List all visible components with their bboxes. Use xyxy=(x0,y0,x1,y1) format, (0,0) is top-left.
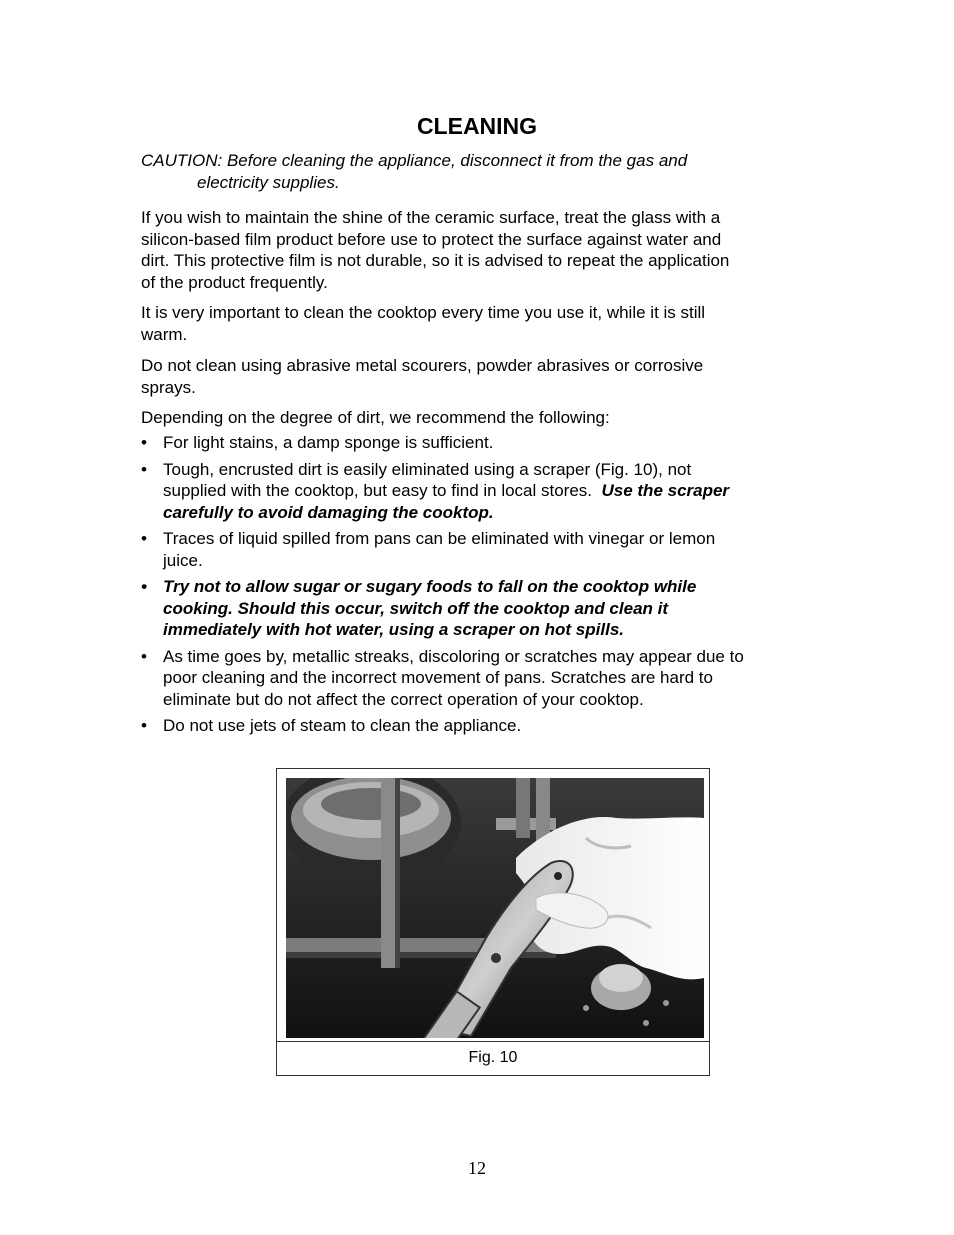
page-number: 12 xyxy=(468,1158,486,1178)
list-item xyxy=(141,646,821,711)
scraper-photo xyxy=(286,778,704,1038)
list-item xyxy=(141,459,821,524)
list-item xyxy=(141,528,821,571)
caution-note xyxy=(141,150,821,193)
list-item-emphasis: immediately with hot water, using a scraper on hot spills. xyxy=(163,620,624,639)
list-item xyxy=(141,432,821,454)
list-item-emphasis: Use the scraper xyxy=(601,481,730,500)
list-item xyxy=(141,576,821,641)
caution-line-1: CAUTION: Before cleaning the appliance, disconnect it from the gas and xyxy=(141,151,688,170)
paragraph-line: If you wish to maintain the shine of the ceramic surface, treat the glass with a xyxy=(141,208,721,227)
paragraph-clean-warm xyxy=(141,302,811,345)
figure-caption: Fig. 10 xyxy=(468,1049,518,1066)
paragraph-recommend xyxy=(141,407,811,429)
paragraph-film xyxy=(141,207,811,293)
paragraph-line: Depending on the degree of dirt, we recommend the following: xyxy=(141,408,610,427)
list-item-line xyxy=(163,480,821,502)
list-item-text: supplied with the cooktop, but easy to find in local stores. xyxy=(163,481,602,500)
list-item-line: For light stains, a damp sponge is sufficient. xyxy=(163,433,494,452)
list-item-emphasis: carefully to avoid damaging the cooktop. xyxy=(163,502,494,522)
figure-divider xyxy=(277,1041,709,1042)
paragraph-line: silicon-based film product before use to protect the surface against water and xyxy=(141,229,722,249)
bullet-dot: • xyxy=(141,577,147,596)
bullet-dot: • xyxy=(141,716,147,735)
list-item-line: As time goes by, metallic streaks, discoloring or scratches may appear due to xyxy=(163,646,744,666)
list-item-line: juice. xyxy=(163,550,203,570)
section-title: CLEANING xyxy=(416,113,538,139)
bullet-dot: • xyxy=(141,433,147,452)
list-item-line: Tough, encrusted dirt is easily eliminated using a scraper (Fig. 10), not xyxy=(163,459,692,479)
list-item-line: Traces of liquid spilled from pans can be eliminated with vinegar or lemon xyxy=(163,529,716,548)
list-item xyxy=(141,715,821,737)
list-item-line: poor cleaning and the incorrect movement of pans. Scratches are hard to xyxy=(163,668,713,687)
paragraph-no-abrasives xyxy=(141,355,811,398)
list-item-line: Do not use jets of steam to clean the appliance. xyxy=(163,716,522,735)
bullet-dot: • xyxy=(141,646,147,666)
bullet-dot: • xyxy=(141,529,147,548)
list-item-line: eliminate but do not affect the correct operation of your cooktop. xyxy=(163,689,644,709)
figure-box xyxy=(276,768,710,1076)
paragraph-line: warm. xyxy=(141,324,188,344)
paragraph-line: dirt. This protective film is not durable, so it is advised to repeat the application xyxy=(141,251,730,270)
cleaning-tips-list xyxy=(141,432,821,742)
paragraph-line: Do not clean using abrasive metal scourers, powder abrasives or corrosive xyxy=(141,356,704,375)
list-item-emphasis: cooking. Should this occur, switch off the cooktop and clean it xyxy=(163,598,669,618)
caution-line-2: electricity supplies. xyxy=(197,172,340,192)
paragraph-line: It is very important to clean the cooktop every time you use it, while it is still xyxy=(141,303,706,322)
bullet-dot: • xyxy=(141,459,147,479)
paragraph-line: sprays. xyxy=(141,377,196,397)
list-item-emphasis: Try not to allow sugar or sugary foods to fall on the cooktop while xyxy=(163,577,697,596)
paragraph-line: of the product frequently. xyxy=(141,272,328,292)
